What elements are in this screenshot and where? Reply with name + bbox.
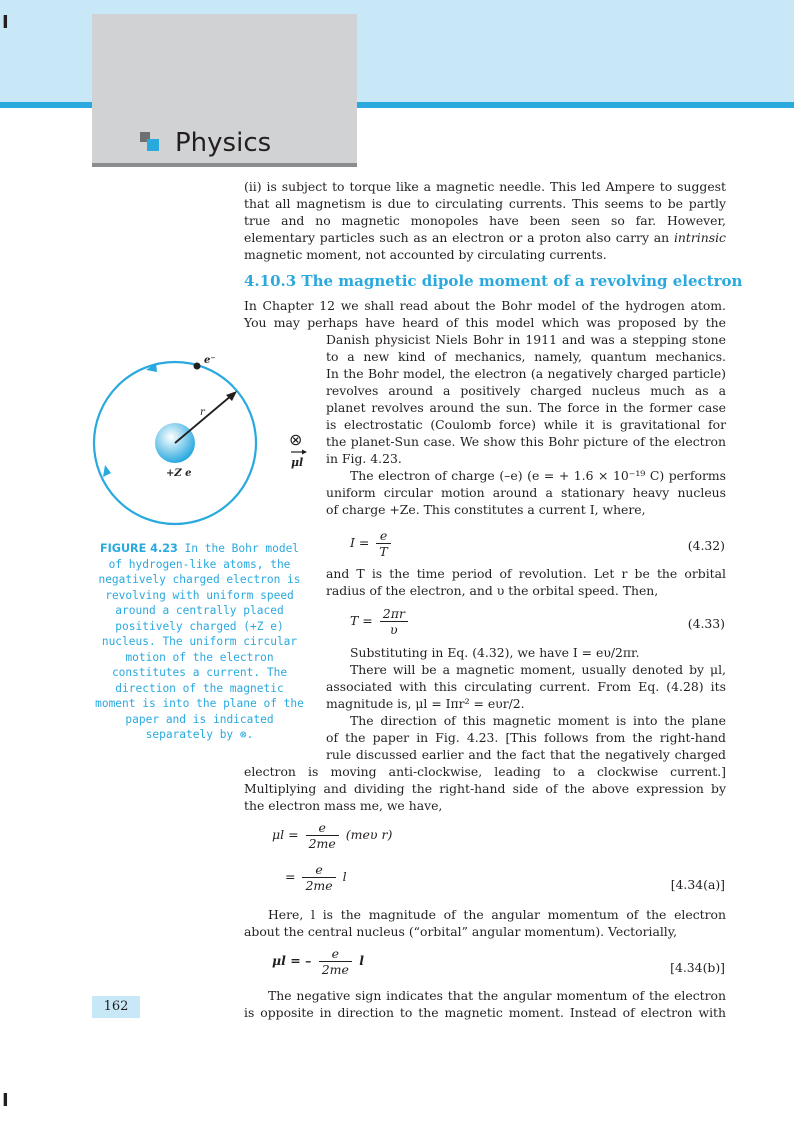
intro-line: elementary particles such as an electron or a proton also carry an intrinsic [244,230,726,245]
equation-4-34a-line2: = $\frac{e}{2me}$ l [285,862,347,893]
body-line: You may perhaps have heard of this model which was proposed by the [244,315,726,330]
body-line: The negative sign indicates that the angular momentum of the electron [268,988,726,1003]
body-line: the electron mass me, we have, [244,798,443,813]
body-line: rule discussed earlier and the fact that the negatively charged [326,747,726,762]
body-line: The direction of this magnetic moment is into the plane [350,713,726,728]
body-line: revolves around a positively charged nucleus much as a [326,383,726,398]
body-line: Multiplying and dividing the right-hand side of the above expression by [244,781,726,796]
into-page-symbol: ⊗ [289,430,303,449]
subject-title: Physics [175,128,272,158]
equation-number: [4.34(b)] [670,960,725,975]
body-line: and T is the time period of revolution. Let r be the orbital [326,566,726,581]
body-line: magnitude is, μl = Iπr² = eυr/2. [326,696,525,711]
body-line: radius of the electron, and υ the orbital speed. Then, [326,583,659,598]
body-line: associated with this circulating current. From Eq. (4.28) its [326,679,726,694]
equation-4-34a-line1: μl = $\frac{e}{2me}$ (meυ r) [272,820,393,851]
intro-line: that all magnetism is due to circulating currents. This seems to be partly [244,196,726,211]
electron-label: e⁻ [204,355,216,366]
crop-mark-top: I [2,12,9,33]
figure-caption: FIGURE 4.23 In the Bohr model of hydrogen-like atoms, the negatively charged electron is revolving with uniform speed around a centrally placed positively charged (+Z e) nucleus. The uniform circular motion of the electron constitutes a current. The direction of the magnetic moment is into the plane of the paper and is indicated separately by ⊗. [95,542,304,741]
equation-4-34b: μl = – $\frac{e}{2me}$ l [272,946,365,977]
body-line: uniform circular motion around a stationary heavy nucleus [326,485,726,500]
body-line: In the Bohr model, the electron (a negatively charged particle) [326,366,726,381]
body-line: The electron of charge (–e) (e = + 1.6 × 10⁻¹⁹ C) performs [350,468,726,483]
intro-line: true and no magnetic monopoles have been seen so far. However, [244,213,726,228]
page-number: 162 [92,996,140,1018]
logo-square-blue [147,139,159,151]
body-line: Danish physicist Niels Bohr in 1911 and was a stepping stone [326,332,726,347]
body-line: planet revolves around the sun. The force in the former case [326,400,726,415]
body-line: Here, l is the magnitude of the angular momentum of the electron [268,907,726,922]
intro-line: (ii) is subject to torque like a magnetic needle. This led Ampere to suggest [244,179,726,194]
section-heading: 4.10.3 The magnetic dipole moment of a revolving electron [244,272,743,290]
radius-label: r [200,407,205,418]
body-line: There will be a magnetic moment, usually denoted by μl, [350,662,726,677]
equation-number: [4.34(a)] [670,877,725,892]
equation-number: (4.33) [687,616,725,631]
body-line: the planet-Sun case. We show this Bohr picture of the electron [326,434,726,449]
moment-label: μl [291,456,304,469]
equation-number: (4.32) [687,538,725,553]
radius-line [175,395,232,443]
body-line: is electrostatic (Coulomb force) while it is gravitational for [326,417,726,432]
body-line: is opposite in direction to the magnetic moment. Instead of electron with [244,1005,726,1020]
body-line: to a new kind of mechanics, namely, quantum mechanics. [326,349,726,364]
body-line: Substituting in Eq. (4.32), we have I = eυ/2πr. [350,645,640,660]
chapter-tab-underline [92,163,357,167]
body-line: of the paper in Fig. 4.23. [This follows from the right-hand [326,730,726,745]
crop-mark-bottom: I [2,1090,9,1111]
body-line: of charge +Ze. This constitutes a current I, where, [326,502,646,517]
body-line: about the central nucleus (“orbital” angular momentum). Vectorially, [244,924,678,939]
equation-4-32: I = $\frac{e}{T}$ [350,528,394,559]
body-line: electron is moving anti-clockwise, leading to a clockwise current.] [244,764,726,779]
electron-dot [194,363,201,370]
body-line: In Chapter 12 we shall read about the Bohr model of the hydrogen atom. [244,298,726,313]
equation-4-33: T = $\frac{2\pi r}{\upsilon}$ [350,606,411,637]
bohr-model-figure [80,345,330,540]
body-line: in Fig. 4.23. [326,451,402,466]
nucleus-label: +Z e [166,468,192,479]
intro-line: magnetic moment, not accounted by circulating currents. [244,247,607,262]
orbit-arrow-left [103,465,111,477]
